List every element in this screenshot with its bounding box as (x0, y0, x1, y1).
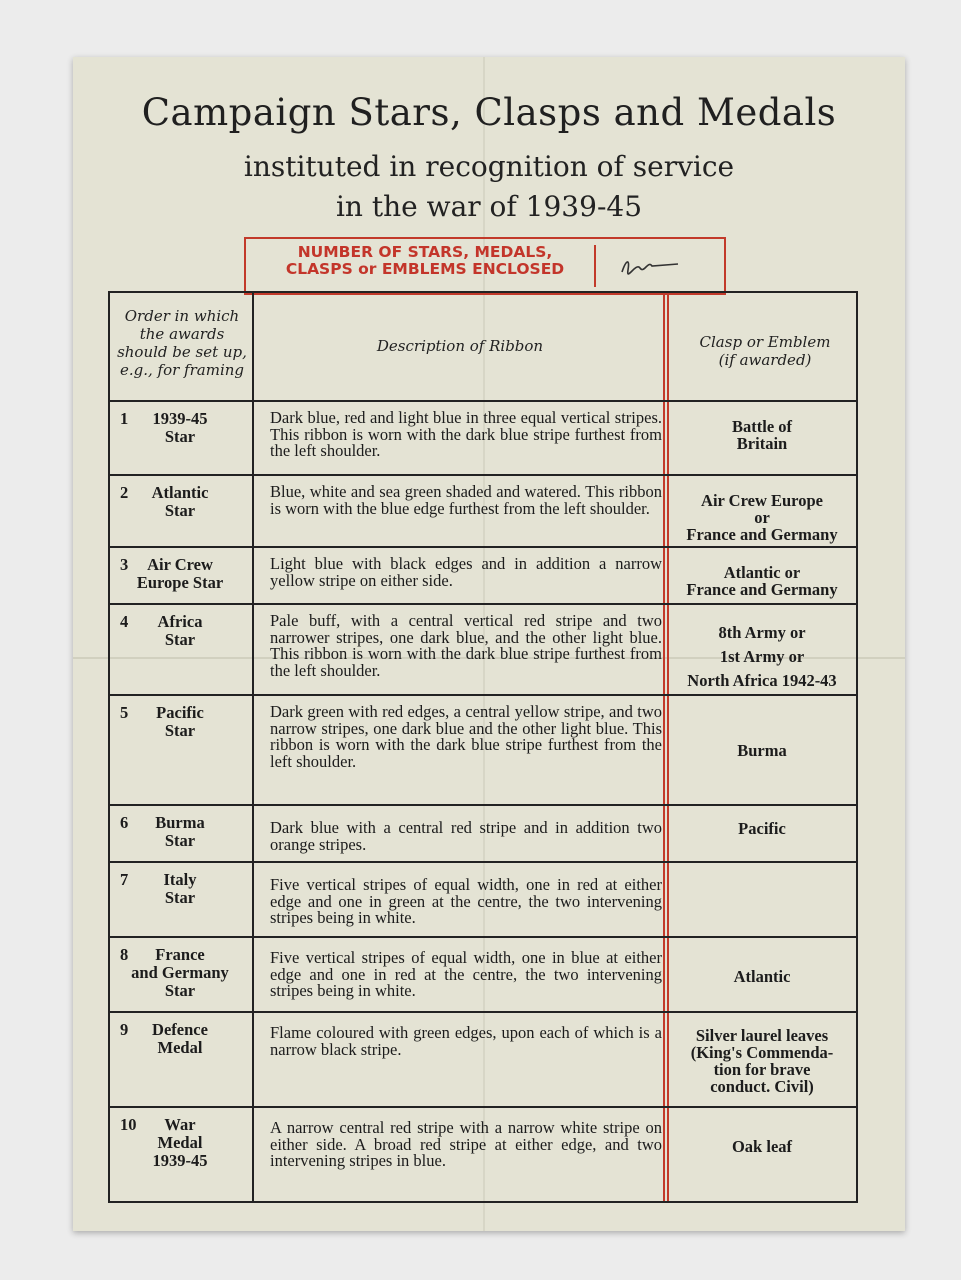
table-row: 6 Burma Star Dark blue with a central red stripe and in addition two orange stripes. Pacific (110, 804, 856, 863)
award-name: Defence Medal (152, 1020, 208, 1057)
ribbon-description: Dark blue, red and light blue in three equal vertical stripes. This ribbon is worn with the dark blue stripe furthest from the left shoulder. (270, 408, 662, 460)
enclosed-count-label: NUMBER OF STARS, MEDALS, CLASPS or EMBLEMS ENCLOSED (285, 243, 565, 278)
clasp-emblem: Oak leaf (731, 1137, 793, 1156)
header-clasp: Clasp or Emblem (if awarded) (699, 333, 831, 369)
clasp-emblem: Burma (737, 741, 787, 760)
table-row: 5 Pacific Star Dark green with red edges, a central yellow stripe, and two narrow stripes, one dark blue and the other light blue. This ribbon is worn with the dark blue stripe furthest from the left shoulder. Burma (110, 694, 856, 806)
clasp-emblem: Air Crew Europe or France and Germany (686, 491, 838, 544)
ribbon-description: Dark blue with a central red stripe and in addition two orange stripes. (270, 818, 662, 854)
document-sheet (73, 57, 905, 1231)
award-name: Italy Star (163, 870, 197, 907)
ribbon-description: Pale buff, with a central vertical red stripe and two narrower stripes, one dark blue, and the other light blue. This ribbon is worn with the dark blue stripe furthest from the left shoulder. (270, 611, 662, 680)
document-title: Campaign Stars, Clasps and Medals (141, 91, 837, 134)
clasp-emblem: Battle of Britain (731, 417, 793, 453)
table-row: 4 Africa Star Pale buff, with a central vertical red stripe and two narrower stripes, one dark blue, and the other light blue. This ribbon is worn with the dark blue stripe furthest from the left shoulder. 8th Army or 1st Army or North Africa 1942-43 (110, 603, 856, 696)
table-row: 9 Defence Medal Flame coloured with green edges, upon each of which is a narrow black stripe. Silver laurel leaves (King's Commenda- tion for brave conduct. Civil) (110, 1011, 856, 1108)
ribbon-description: Light blue with black edges and in addition a narrow yellow stripe on either side. (270, 554, 662, 590)
award-name: France and Germany Star (131, 945, 229, 1000)
table-row: 7 Italy Star Five vertical stripes of equal width, one in red at either edge and one in green at the centre, the two intervening stripes being in white. (110, 861, 856, 938)
awards-table (108, 291, 858, 1203)
award-name: Air Crew Europe Star (136, 555, 224, 592)
clasp-emblem: Pacific (738, 819, 786, 838)
handwritten-mark (618, 252, 708, 278)
header-description: Description of Ribbon (376, 337, 544, 355)
enclosed-box-divider (594, 245, 596, 287)
document-subtitle-line1: instituted in recognition of service (243, 150, 735, 183)
document-subtitle-line2: in the war of 1939-45 (335, 190, 643, 223)
award-name: Africa Star (157, 612, 203, 649)
table-row: 3 Air Crew Europe Star Light blue with black edges and in addition a narrow yellow stripe on either side. Atlantic or France and Germany (110, 546, 856, 605)
award-name: 1939-45 Star (152, 409, 208, 446)
ribbon-description: Blue, white and sea green shaded and watered. This ribbon is worn with the blue edge furthest from the left shoulder. (270, 482, 662, 518)
table-row: 10 War Medal 1939-45 A narrow central red stripe with a narrow white stripe on either side. A broad red stripe at either edge, and two intervening stripes in blue. Oak leaf (110, 1106, 856, 1203)
table-header (110, 293, 856, 400)
award-name: Pacific Star (156, 703, 204, 740)
enclosed-count-box (244, 237, 726, 295)
clasp-emblem: Atlantic or France and Germany (686, 563, 838, 599)
table-row: 1 1939-45 Star Dark blue, red and light blue in three equal vertical stripes. This ribbon is worn with the dark blue stripe furthest from the left shoulder. Battle of Britain (110, 400, 856, 476)
ribbon-description: A narrow central red stripe with a narrow white stripe on either side. A broad red stripe at either edge, and two intervening stripes in blue. (270, 1118, 662, 1170)
clasp-emblem: Silver laurel leaves (King's Commenda- tion for brave conduct. Civil) (690, 1026, 834, 1096)
clasp-emblem: Atlantic (733, 967, 791, 986)
table-row: 8 France and Germany Star Five vertical stripes of equal width, one in blue at either edge and one in red at the centre, the two intervening stripes being in white. Atlantic (110, 936, 856, 1013)
ribbon-description: Flame coloured with green edges, upon each of which is a narrow black stripe. (270, 1023, 662, 1059)
ribbon-description: Dark green with red edges, a central yellow stripe, and two narrow stripes, one dark blue and the other light blue. This ribbon is worn with the dark blue stripe furthest from the left shoulder. (270, 702, 662, 771)
award-name: Atlantic Star (151, 483, 209, 520)
award-name: War Medal 1939-45 (152, 1115, 208, 1170)
ribbon-description: Five vertical stripes of equal width, one in red at either edge and one in green at the centre, the two intervening stripes being in white. (270, 875, 662, 927)
header-order: Order in which the awards should be set up, e.g., for framing (117, 307, 247, 379)
clasp-emblem: 8th Army or 1st Army or North Africa 1942-43 (687, 623, 837, 690)
award-name: Burma Star (155, 813, 205, 850)
ribbon-description: Five vertical stripes of equal width, one in blue at either edge and one in red at the centre, the two intervening stripes being in white. (270, 948, 662, 1000)
table-row: 2 Atlantic Star Blue, white and sea green shaded and watered. This ribbon is worn with the blue edge furthest from the left shoulder. Air Crew Europe or France and Germany (110, 474, 856, 548)
